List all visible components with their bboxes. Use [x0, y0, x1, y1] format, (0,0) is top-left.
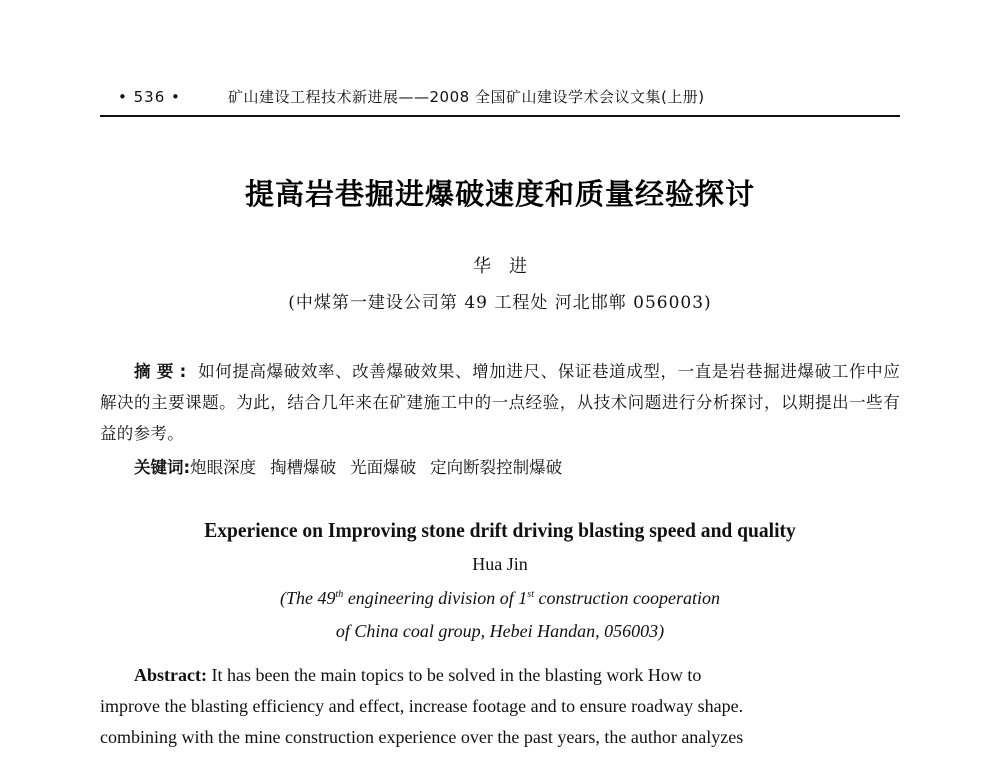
keywords [134, 454, 900, 478]
running-header [118, 86, 900, 107]
abstract-line: improve the blasting efficiency and effect, increase footage and to ensure roadway shape. [100, 696, 744, 716]
author-name: 华进 [473, 256, 545, 277]
english-affiliation-line2: of China coal group, Hebei Handan, 056003) [335, 621, 665, 641]
abstract-chinese [100, 356, 900, 449]
abstract-line: combining with the mine construction experience over the past years, the author analyzes [100, 727, 744, 747]
english-abstract-label: Abstract: [134, 665, 207, 685]
english-author: Hua Jin [472, 554, 528, 574]
keywords-label: 关键词: [134, 458, 191, 477]
journal-title: 矿山建设工程技术新进展——2008 全国矿山建设学术会议文集(上册) [228, 88, 705, 106]
keyword: 掏槽爆破 [270, 458, 337, 477]
abstract-english [100, 660, 900, 753]
abstract-label: 摘要: [134, 362, 193, 381]
paper-title: 提高岩巷掘进爆破速度和质量经验探讨 [244, 177, 755, 211]
abstract-text: 如何提高爆破效率、改善爆破效果、增加进尺、保证巷道成型，一直是岩巷掘进爆破工作中应解决的主要课题。为此，结合几年来在矿建施工中的一点经验，从技术问题进行分析探讨，以期提出一些有益的参考。 [100, 362, 900, 443]
page-number: • 536 • [118, 88, 181, 106]
keyword: 炮眼深度 [190, 458, 257, 477]
author-affiliation: (中煤第一建设公司第 49 工程处 河北邯郸 056003) [288, 293, 712, 313]
header-rule [100, 115, 900, 117]
keyword: 光面爆破 [350, 458, 417, 477]
english-affiliation-line1: (The 49th engineering division of 1st construction cooperation [280, 588, 720, 608]
keyword: 定向断裂控制爆破 [430, 458, 563, 477]
abstract-line: Abstract: It has been the main topics to be solved in the blasting work How to [134, 665, 702, 685]
english-title: Experience on Improving stone drift driving blasting speed and quality [204, 518, 796, 542]
